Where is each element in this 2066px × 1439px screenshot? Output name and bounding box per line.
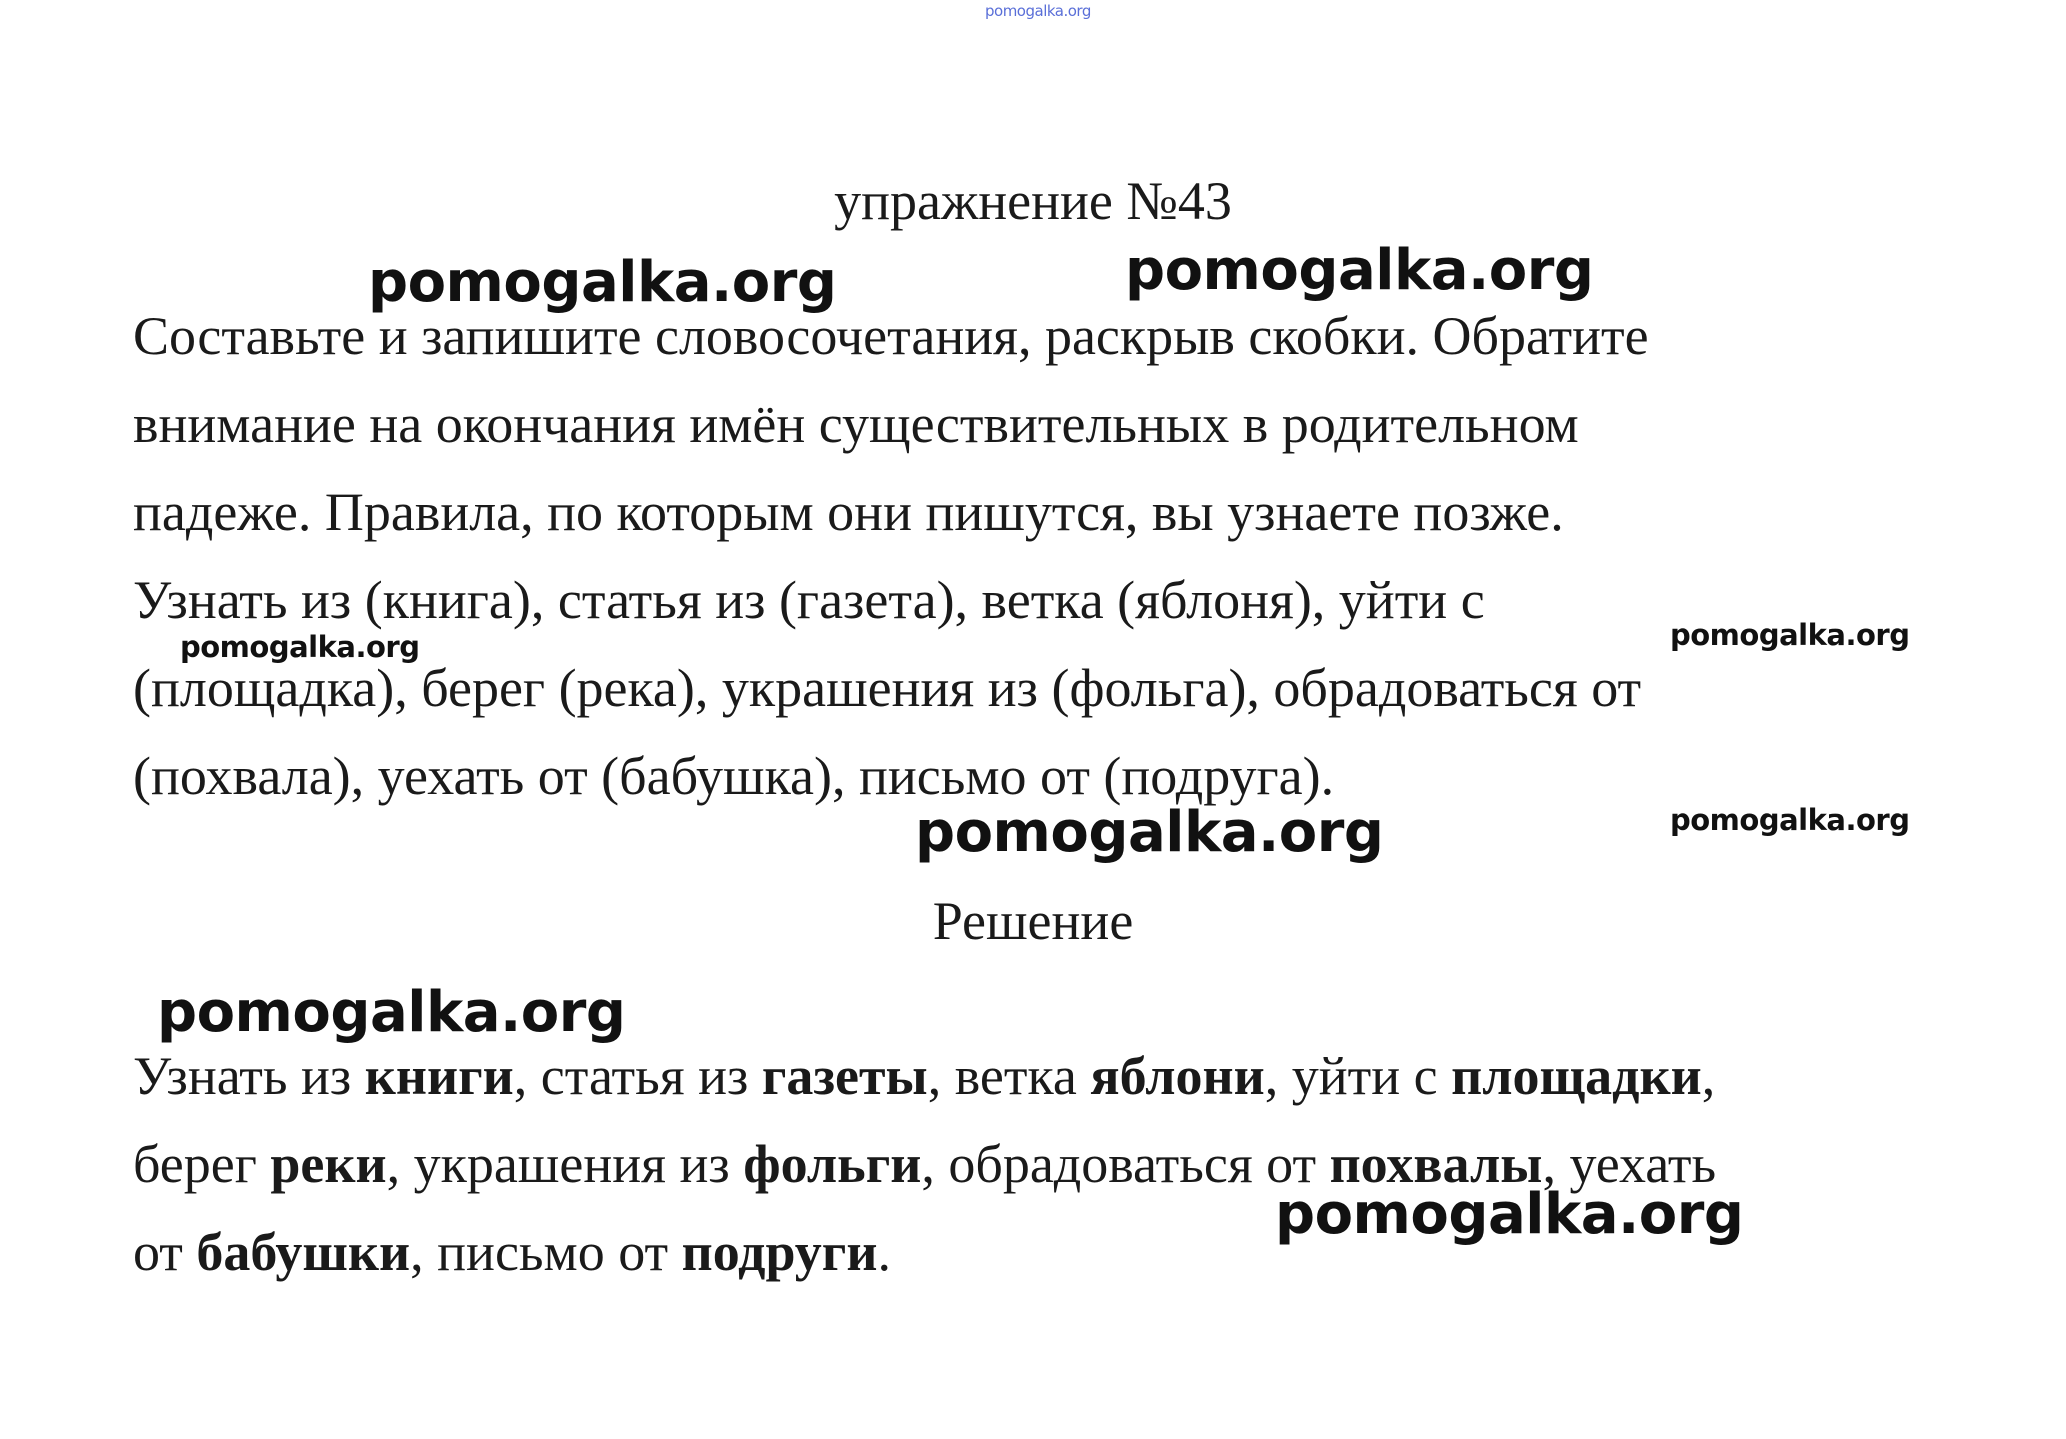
watermark: pomogalka.org <box>1670 803 1910 837</box>
watermark: pomogalka.org <box>915 800 1384 865</box>
text-run: , украшения из <box>386 1134 744 1194</box>
watermark: pomogalka.org <box>180 630 420 664</box>
answer-word: фольги <box>743 1134 922 1194</box>
text-run: , ветка <box>927 1046 1091 1106</box>
task-text <box>133 292 1933 820</box>
text-run: от <box>133 1222 197 1282</box>
text-run: Узнать из <box>133 1046 365 1106</box>
answer-word: книги <box>364 1046 514 1106</box>
answer-word: подруги <box>681 1222 878 1282</box>
text-run: , статья из <box>513 1046 762 1106</box>
exercise-title: упражнение №43 <box>834 171 1232 231</box>
task-line: падеже. Правила, по которым они пишутся, вы узнаете позже. <box>133 482 1564 542</box>
solution-text <box>133 1032 1933 1296</box>
solution-line <box>133 1208 1933 1296</box>
watermark: pomogalka.org <box>368 250 837 315</box>
task-line: (похвала), уехать от (бабушка), письмо от (подруга). <box>133 746 1335 806</box>
solution-line <box>133 1120 1933 1208</box>
answer-word: похвалы <box>1329 1134 1543 1194</box>
task-line: (площадка), берег (река), украшения из (фольга), обрадоваться от <box>133 658 1642 718</box>
task-line: внимание на окончания имён существительных в родительном <box>133 394 1579 454</box>
watermark: pomogalka.org <box>1275 1182 1744 1247</box>
text-run: , уйти с <box>1264 1046 1452 1106</box>
answer-word: бабушки <box>196 1222 411 1282</box>
text-run: , обрадоваться от <box>921 1134 1330 1194</box>
text-run: , письмо от <box>410 1222 682 1282</box>
answer-word: реки <box>270 1134 387 1194</box>
text-run: , уехать <box>1542 1134 1717 1194</box>
answer-word: площадки <box>1451 1046 1702 1106</box>
solution-heading: Решение <box>932 891 1134 951</box>
watermark: pomogalka.org <box>1670 618 1910 652</box>
watermark: pomogalka.org <box>157 980 626 1045</box>
watermark: pomogalka.org <box>1125 238 1594 303</box>
text-run: . <box>877 1222 891 1282</box>
answer-word: газеты <box>761 1046 928 1106</box>
answer-word: яблони <box>1090 1046 1265 1106</box>
watermark-top: pomogalka.org <box>985 2 1091 20</box>
task-line: Узнать из (книга), статья из (газета), ветка (яблоня), уйти с <box>133 570 1485 630</box>
task-line: Составьте и запишите словосочетания, раскрыв скобки. Обратите <box>133 306 1649 366</box>
text-run: , <box>1701 1046 1716 1106</box>
text-run: берег <box>133 1134 271 1194</box>
solution-line <box>133 1032 1933 1120</box>
